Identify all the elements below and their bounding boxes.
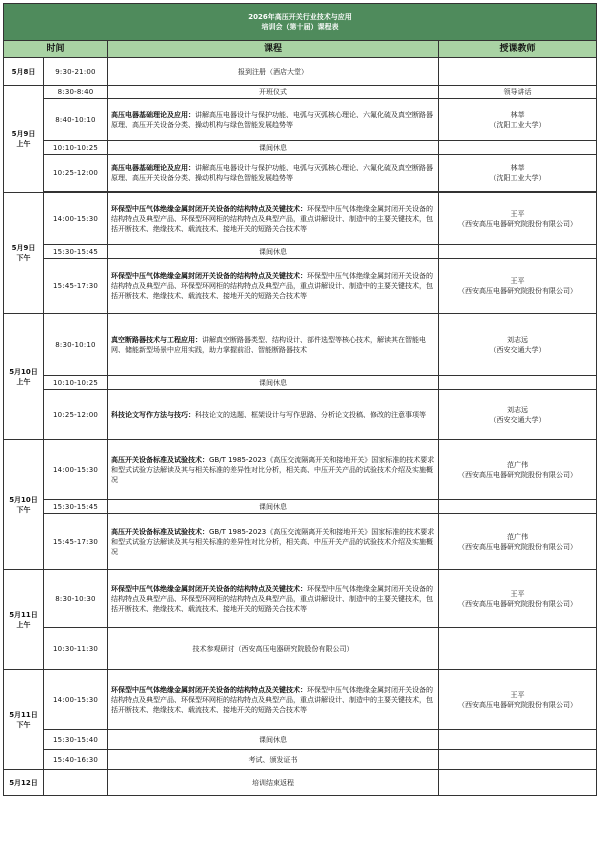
table-row (4, 86, 597, 99)
table-row (4, 376, 597, 390)
course-cell (108, 514, 439, 570)
course-desc: 环保型中压气体绝缘金属封闭开关设备的结构特点及典型产品、环保型环网柜的结构特点及典型产品，重点讲解设计、制造中的主要关键技术，包括开断技术、绝缘技术、载流技术、接地开关的短路关合技术等 (111, 204, 433, 233)
table-title (4, 4, 597, 41)
course-cell: 开班仪式 (108, 86, 439, 99)
table-row (4, 99, 597, 141)
course-cell: 课间休息 (108, 500, 439, 514)
lecturer-cell (439, 245, 597, 259)
title-line-1: 2026年高压开关行业技术与应用 (248, 13, 352, 21)
lecturer-name: 王平 (510, 690, 525, 699)
time-cell: 8:30-10:10 (44, 314, 108, 376)
course-cell (108, 390, 439, 440)
lecturer-cell (439, 141, 597, 155)
date-period: 上午 (16, 377, 31, 386)
time-cell: 10:10-10:25 (44, 376, 108, 390)
title-row (4, 4, 597, 41)
lecturer-cell (439, 58, 597, 86)
lecturer-org: （西安高压电器研究院股份有限公司） (458, 287, 578, 295)
date-period: 下午 (16, 254, 31, 262)
course-cell (108, 259, 439, 314)
course-title: 高压开关设备标准及试验技术： (111, 455, 209, 464)
date-cell (4, 670, 44, 770)
date-period: 下午 (16, 720, 31, 729)
date-label: 5月9日 (11, 130, 36, 138)
date-label: 5月10日 (9, 367, 38, 376)
lecturer-cell (439, 155, 597, 192)
time-cell: 10:25-12:00 (44, 390, 108, 440)
date-period: 下午 (16, 505, 31, 514)
lecturer-name: 范广伟 (507, 460, 529, 469)
course-title: 环保型中压气体绝缘金属封闭开关设备的结构特点及关键技术： (111, 204, 307, 213)
course-desc: 环保型中压气体绝缘金属封闭开关设备的结构特点及典型产品、环保型环网柜的结构特点及典型产品，重点讲解设计、制造中的主要关键技术，包括开断技术、绝缘技术、载流技术、接地开关的短路关合技术等 (111, 272, 433, 300)
date-label: 5月11日 (9, 610, 38, 619)
table-row (4, 155, 597, 192)
table-row (4, 730, 597, 750)
lecturer-org: （西安高压电器研究院股份有限公司） (458, 219, 578, 228)
course-cell: 报到注册（酒店大堂） (108, 58, 439, 86)
course-cell: 培训结束返程 (108, 770, 439, 796)
time-cell (44, 770, 108, 796)
time-cell: 15:45-17:30 (44, 514, 108, 570)
lecturer-name: 王平 (510, 277, 525, 285)
lecturer-cell (439, 500, 597, 514)
course-cell (108, 670, 439, 730)
course-cell: 课间休息 (108, 141, 439, 155)
lecturer-cell (439, 314, 597, 376)
table-row (4, 514, 597, 570)
course-cell: 课间休息 (108, 376, 439, 390)
date-period: 上午 (16, 140, 31, 148)
time-cell: 15:30-15:45 (44, 245, 108, 259)
lecturer-name: 林莘 (510, 110, 525, 119)
course-title: 环保型中压气体绝缘金属封闭开关设备的结构特点及关键技术： (111, 685, 307, 694)
date-period: 上午 (16, 620, 31, 629)
course-title: 环保型中压气体绝缘金属封闭开关设备的结构特点及关键技术： (111, 272, 307, 280)
course-cell: 考试、颁发证书 (108, 750, 439, 770)
date-label: 5月11日 (9, 710, 38, 719)
lecturer-org: （西安高压电器研究院股份有限公司） (458, 700, 578, 709)
header-lecturer: 授课教师 (439, 41, 597, 58)
time-cell: 8:30-8:40 (44, 86, 108, 99)
course-title: 真空断路器技术与工程应用： (111, 335, 202, 344)
lecturer-org: （沈阳工业大学） (489, 174, 546, 182)
lecturer-name: 林莘 (510, 164, 525, 172)
lecturer-cell (439, 730, 597, 750)
course-cell: 课间休息 (108, 245, 439, 259)
lecturer-cell (439, 259, 597, 314)
lecturer-org: （西安高压电器研究院股份有限公司） (458, 599, 578, 608)
time-cell: 10:30-11:30 (44, 628, 108, 670)
lecturer-name: 范广伟 (507, 532, 529, 541)
date-cell (4, 314, 44, 440)
table-row (4, 58, 597, 86)
header-row (4, 41, 597, 58)
table-row (4, 141, 597, 155)
date-label: 5月12日 (9, 778, 38, 787)
date-cell (4, 86, 44, 193)
time-cell: 14:00-15:30 (44, 193, 108, 245)
table-row (4, 314, 597, 376)
header-time: 时间 (4, 41, 108, 58)
course-desc: 讲解真空断路器类型、结构设计、部件选型等核心技术，解读其在智能电网、储能新型场景中应用实践，助力掌握前沿、智能断路器技术 (111, 335, 426, 354)
time-cell: 9:30-21:00 (44, 58, 108, 86)
table-row (4, 750, 597, 770)
time-cell: 10:10-10:25 (44, 141, 108, 155)
date-label: 5月8日 (11, 67, 36, 76)
table-row (4, 390, 597, 440)
lecturer-org: （西安交通大学） (489, 415, 546, 424)
lecturer-cell (439, 670, 597, 730)
time-cell: 8:40-10:10 (44, 99, 108, 141)
table-row (4, 570, 597, 628)
lecturer-cell (439, 750, 597, 770)
lecturer-cell (439, 514, 597, 570)
lecturer-cell (439, 440, 597, 500)
date-label: 5月10日 (9, 495, 38, 504)
date-cell (4, 570, 44, 670)
table-row (4, 770, 597, 796)
lecturer-name: 王平 (510, 209, 525, 218)
table-row (4, 193, 597, 245)
course-cell (108, 193, 439, 245)
date-cell (4, 440, 44, 570)
table-row (4, 670, 597, 730)
course-title: 高压电器基础理论及应用： (111, 110, 195, 119)
schedule-table (3, 3, 597, 796)
table-row (4, 440, 597, 500)
time-cell: 15:45-17:30 (44, 259, 108, 314)
date-cell (4, 58, 44, 86)
lecturer-cell (439, 628, 597, 670)
course-desc: 环保型中压气体绝缘金属封闭开关设备的结构特点及典型产品、环保型环网柜的结构特点及典型产品，重点讲解设计、制造中的主要关键技术，包括开断技术、绝缘技术、载流技术、接地开关的短路关合技术等 (111, 584, 433, 613)
course-desc: GB/T 1985-2023《高压交流隔离开关和接地开关》国家标准的技术要求和型式试验方法解读及其与相关标准的差异性对比分析，相关高、中压开关产品的试验技术介绍及实施概况 (111, 527, 435, 556)
course-cell (108, 570, 439, 628)
date-cell (4, 770, 44, 796)
lecturer-cell (439, 193, 597, 245)
time-cell: 10:25-12:00 (44, 155, 108, 192)
lecturer-cell (439, 99, 597, 141)
table-row (4, 245, 597, 259)
time-cell: 15:30-15:40 (44, 730, 108, 750)
course-cell: 技术参观研讨（西安高压电器研究院股份有限公司） (108, 628, 439, 670)
lecturer-org: （西安高压电器研究院股份有限公司） (458, 542, 578, 551)
course-cell (108, 99, 439, 141)
date-label: 5月9日 (11, 244, 36, 252)
course-title: 环保型中压气体绝缘金属封闭开关设备的结构特点及关键技术： (111, 584, 307, 593)
table-row (4, 259, 597, 314)
lecturer-cell (439, 570, 597, 628)
header-course: 课程 (108, 41, 439, 58)
time-cell: 14:00-15:30 (44, 440, 108, 500)
lecturer-name: 刘志远 (507, 405, 529, 414)
lecturer-org: （西安交通大学） (489, 345, 546, 354)
lecturer-cell (439, 770, 597, 796)
course-cell (108, 440, 439, 500)
table-row (4, 628, 597, 670)
lecturer-name: 王平 (510, 589, 525, 598)
course-desc: 环保型中压气体绝缘金属封闭开关设备的结构特点及典型产品、环保型环网柜的结构特点及典型产品，重点讲解设计、制造中的主要关键技术，包括开断技术、绝缘技术、载流技术、接地开关的短路关合技术等 (111, 685, 433, 714)
lecturer-org: （西安高压电器研究院股份有限公司） (458, 470, 578, 479)
course-desc: 讲解高压电器设计与保护功能、电弧与灭弧核心理论、六氟化硫及真空断路器原理、高压开关设备分类、操动机构与绿色智能发展趋势等 (111, 164, 433, 182)
lecturer-org: （沈阳工业大学） (489, 120, 546, 129)
lecturer-name: 刘志远 (507, 335, 529, 344)
lecturer-cell (439, 390, 597, 440)
course-cell (108, 155, 439, 192)
course-desc: GB/T 1985-2023《高压交流隔离开关和接地开关》国家标准的技术要求和型式试验方法解读及其与相关标准的差异性对比分析，相关高、中压开关产品的试验技术介绍及实施概况 (111, 455, 435, 484)
course-desc: 讲解高压电器设计与保护功能、电弧与灭弧核心理论、六氟化硫及真空断路器原理、高压开关设备分类、操动机构与绿色智能发展趋势等 (111, 110, 433, 129)
time-cell: 15:30-15:45 (44, 500, 108, 514)
course-title: 高压电器基础理论及应用： (111, 164, 195, 172)
table-row (4, 500, 597, 514)
course-title: 高压开关设备标准及试验技术： (111, 527, 209, 536)
time-cell: 8:30-10:30 (44, 570, 108, 628)
title-line-2: 培训会（第十届）课程表 (261, 23, 339, 31)
time-cell: 14:00-15:30 (44, 670, 108, 730)
time-cell: 15:40-16:30 (44, 750, 108, 770)
course-title: 科技论文写作方法与技巧： (111, 410, 195, 419)
course-cell: 课间休息 (108, 730, 439, 750)
lecturer-cell: 领导讲话 (439, 86, 597, 99)
date-cell (4, 193, 44, 314)
lecturer-cell (439, 376, 597, 390)
course-cell (108, 314, 439, 376)
course-desc: 科技论文的选题、框架设计与写作思路、分析论文投稿、修改的注意事项等 (195, 410, 426, 419)
